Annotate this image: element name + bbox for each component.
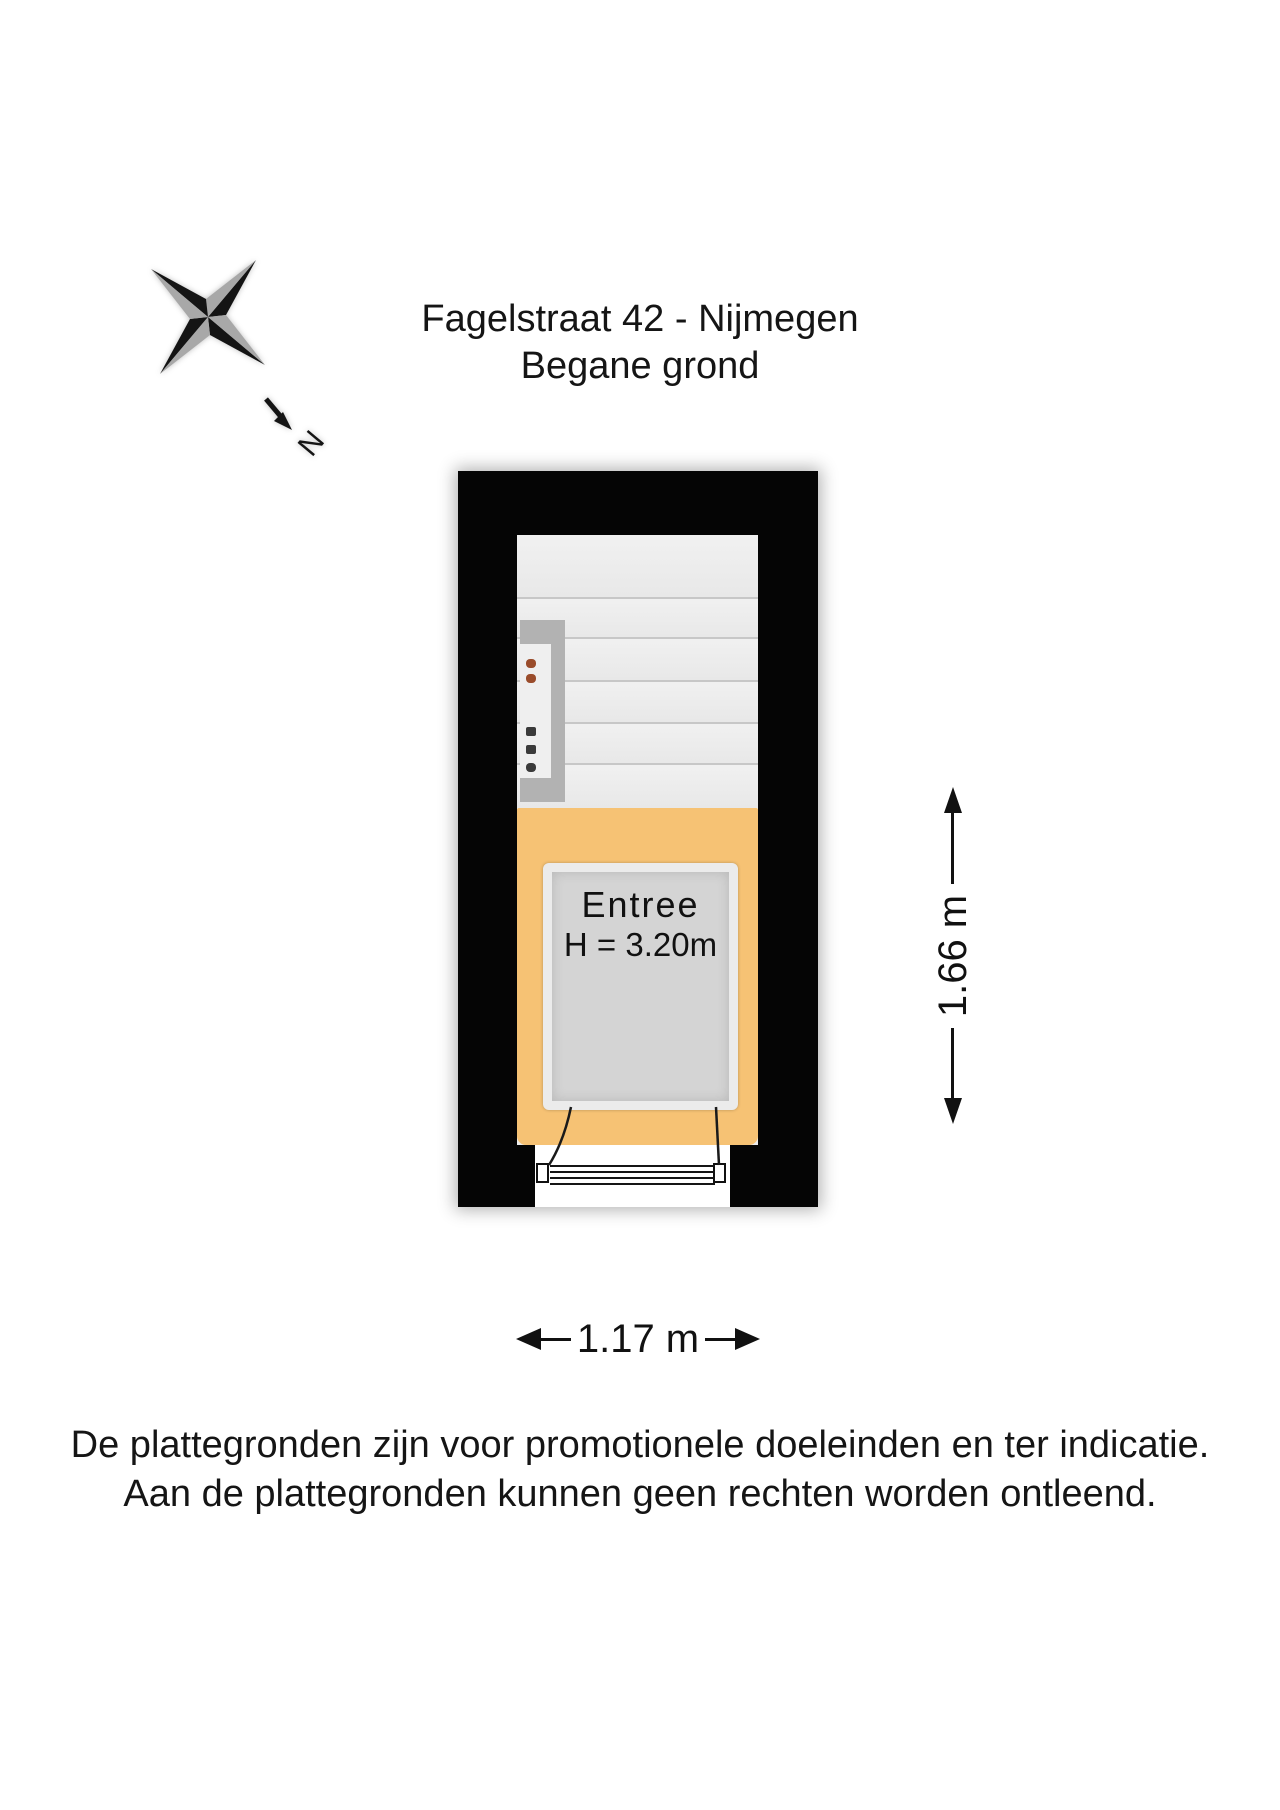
floorplan-interior — [517, 535, 758, 1145]
dimension-arrow-left-icon — [516, 1328, 541, 1350]
dimension-line — [705, 1338, 735, 1341]
disclaimer — [0, 1421, 1280, 1519]
indicator-dot-red — [526, 659, 536, 668]
indicator-dot-dark — [526, 745, 536, 754]
compass-north-label: N — [290, 423, 330, 462]
entree-inner-zone — [543, 863, 738, 1110]
indicator-dot-dark — [526, 763, 536, 772]
stair-tread — [517, 535, 758, 597]
dimension-arrow-down-icon — [944, 1098, 962, 1124]
dimension-arrow-right-icon — [735, 1328, 760, 1350]
dimension-line — [951, 811, 954, 884]
door-threshold-line — [550, 1177, 715, 1179]
door-threshold-line — [550, 1171, 715, 1173]
plan-title-floor: Begane grond — [520, 345, 760, 387]
dimension-arrow-up-icon — [944, 787, 962, 813]
disclaimer-line-1: De plattegronden zijn voor promotionele doeleinden en ter indicatie. — [70, 1424, 1210, 1466]
room-label: Entree — [581, 884, 700, 925]
front-door-opening — [535, 1145, 730, 1207]
door-threshold-line — [550, 1183, 715, 1185]
door-post — [536, 1163, 549, 1183]
plan-title — [0, 296, 1280, 390]
ceiling-height-label: H = 3.20m — [563, 926, 718, 963]
floorplan-walls — [458, 471, 818, 1207]
disclaimer-line-2: Aan de plattegronden kunnen geen rechten worden ontleend. — [123, 1473, 1157, 1515]
horizontal-dimension — [516, 1316, 760, 1362]
room-entree — [517, 808, 758, 1145]
door-threshold-line — [550, 1165, 715, 1167]
dimension-line — [951, 1028, 954, 1100]
dimension-line — [541, 1338, 571, 1341]
plan-title-address: Fagelstraat 42 - Nijmegen — [421, 298, 859, 340]
meter-cupboard — [520, 620, 565, 802]
indicator-dot-red — [526, 674, 536, 683]
vertical-dimension-label: 1.66 m — [931, 894, 975, 1018]
indicator-dot-dark — [526, 727, 536, 736]
north-arrow-icon — [266, 399, 292, 430]
stair-tread-edge — [517, 597, 758, 599]
horizontal-dimension-label: 1.17 m — [576, 1316, 700, 1361]
